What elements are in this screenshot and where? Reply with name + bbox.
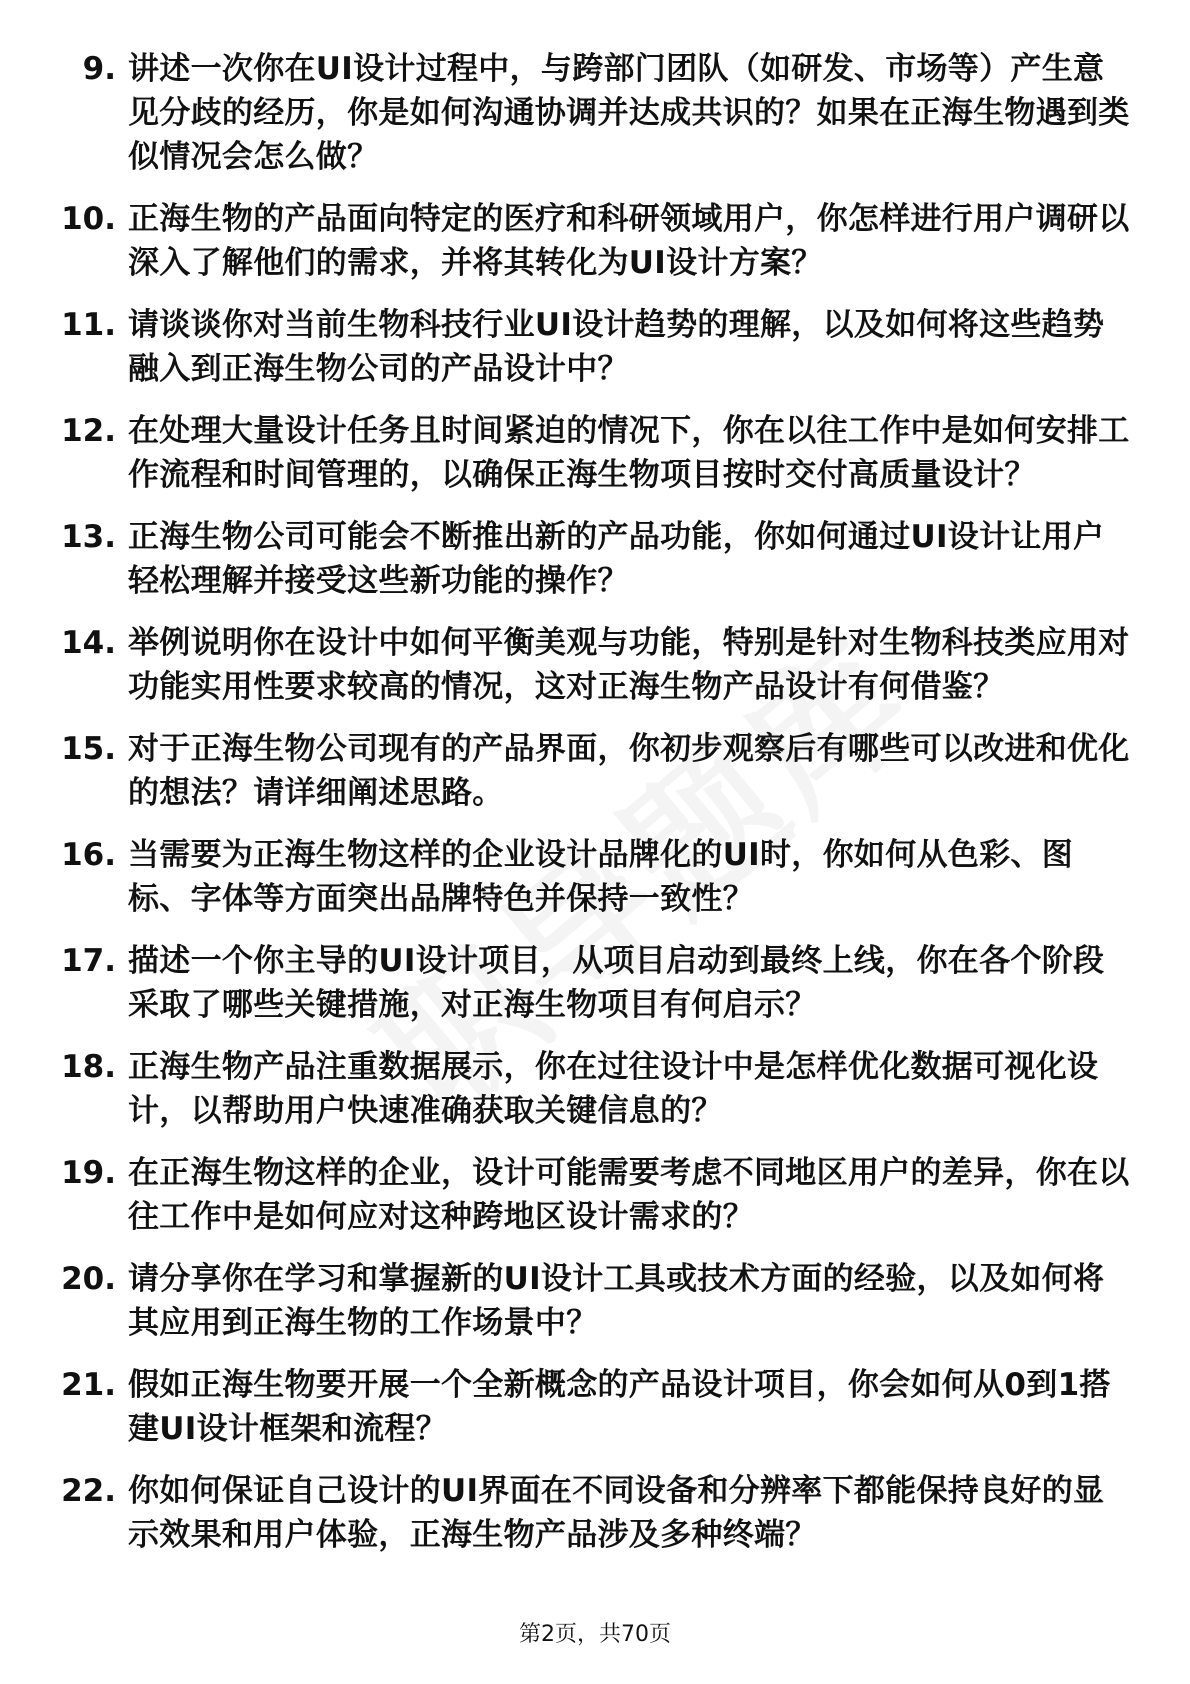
question-item xyxy=(54,1257,1134,1345)
question-text: 正海生物公司可能会不断推出新的产品功能，你如何通过UI设计让用户轻松理解并接受这些新功能的操作？ xyxy=(128,519,1105,599)
question-item xyxy=(54,1469,1134,1557)
question-list xyxy=(54,47,1134,1575)
question-text: 在正海生物这样的企业，设计可能需要考虑不同地区用户的差异，你在以往工作中是如何应对这种跨地区设计需求的？ xyxy=(128,1155,1130,1235)
question-number: 9. xyxy=(82,51,116,87)
question-number: 11. xyxy=(61,307,116,343)
page-number-label: 第2页，共70页 xyxy=(519,1622,671,1647)
question-item xyxy=(54,409,1134,497)
question-number: 18. xyxy=(61,1049,116,1085)
question-text: 举例说明你在设计中如何平衡美观与功能，特别是针对生物科技类应用对功能实用性要求较高的情况，这对正海生物产品设计有何借鉴？ xyxy=(128,625,1130,705)
question-number: 21. xyxy=(61,1367,116,1403)
question-item xyxy=(54,727,1134,815)
question-text: 描述一个你主导的UI设计项目，从项目启动到最终上线，你在各个阶段采取了哪些关键措施，对正海生物项目有何启示？ xyxy=(128,943,1105,1023)
question-number: 20. xyxy=(61,1261,116,1297)
question-number: 10. xyxy=(61,201,116,237)
question-number: 13. xyxy=(61,519,116,555)
question-item xyxy=(54,303,1134,391)
question-item xyxy=(54,1151,1134,1239)
question-number: 17. xyxy=(61,943,116,979)
question-text: 假如正海生物要开展一个全新概念的产品设计项目，你会如何从0到1搭建UI设计框架和流程？ xyxy=(128,1367,1111,1447)
question-number: 19. xyxy=(61,1155,116,1191)
question-text: 讲述一次你在UI设计过程中，与跨部门团队（如研发、市场等）产生意见分歧的经历，你是如何沟通协调并达成共识的？如果在正海生物遇到类似情况会怎么做？ xyxy=(128,51,1130,175)
question-item xyxy=(54,833,1134,921)
question-item xyxy=(54,1045,1134,1133)
question-text: 正海生物的产品面向特定的医疗和科研领域用户，你怎样进行用户调研以深入了解他们的需求，并将其转化为UI设计方案？ xyxy=(128,201,1130,281)
question-text: 请谈谈你对当前生物科技行业UI设计趋势的理解，以及如何将这些趋势融入到正海生物公司的产品设计中？ xyxy=(128,307,1105,387)
question-text: 请分享你在学习和掌握新的UI设计工具或技术方面的经验，以及如何将其应用到正海生物的工作场景中？ xyxy=(128,1261,1105,1341)
question-text: 在处理大量设计任务且时间紧迫的情况下，你在以往工作中是如何安排工作流程和时间管理的，以确保正海生物项目按时交付高质量设计？ xyxy=(128,413,1130,493)
question-text: 对于正海生物公司现有的产品界面，你初步观察后有哪些可以改进和优化的想法？请详细阐述思路。 xyxy=(128,731,1130,811)
question-number: 16. xyxy=(61,837,116,873)
question-item xyxy=(54,197,1134,285)
question-number: 12. xyxy=(61,413,116,449)
question-number: 22. xyxy=(61,1473,116,1509)
question-number: 14. xyxy=(61,625,116,661)
question-item xyxy=(54,621,1134,709)
question-item xyxy=(54,515,1134,603)
question-item xyxy=(54,1363,1134,1451)
question-text: 正海生物产品注重数据展示，你在过往设计中是怎样优化数据可视化设计，以帮助用户快速准确获取关键信息的？ xyxy=(128,1049,1099,1129)
question-item xyxy=(54,47,1134,179)
question-text: 当需要为正海生物这样的企业设计品牌化的UI时，你如何从色彩、图标、字体等方面突出品牌特色并保持一致性？ xyxy=(128,837,1074,917)
question-number: 15. xyxy=(61,731,116,767)
question-item xyxy=(54,939,1134,1027)
page-footer xyxy=(0,1620,1190,1650)
question-text: 你如何保证自己设计的UI界面在不同设备和分辨率下都能保持良好的显示效果和用户体验，正海生物产品涉及多种终端？ xyxy=(128,1473,1105,1553)
